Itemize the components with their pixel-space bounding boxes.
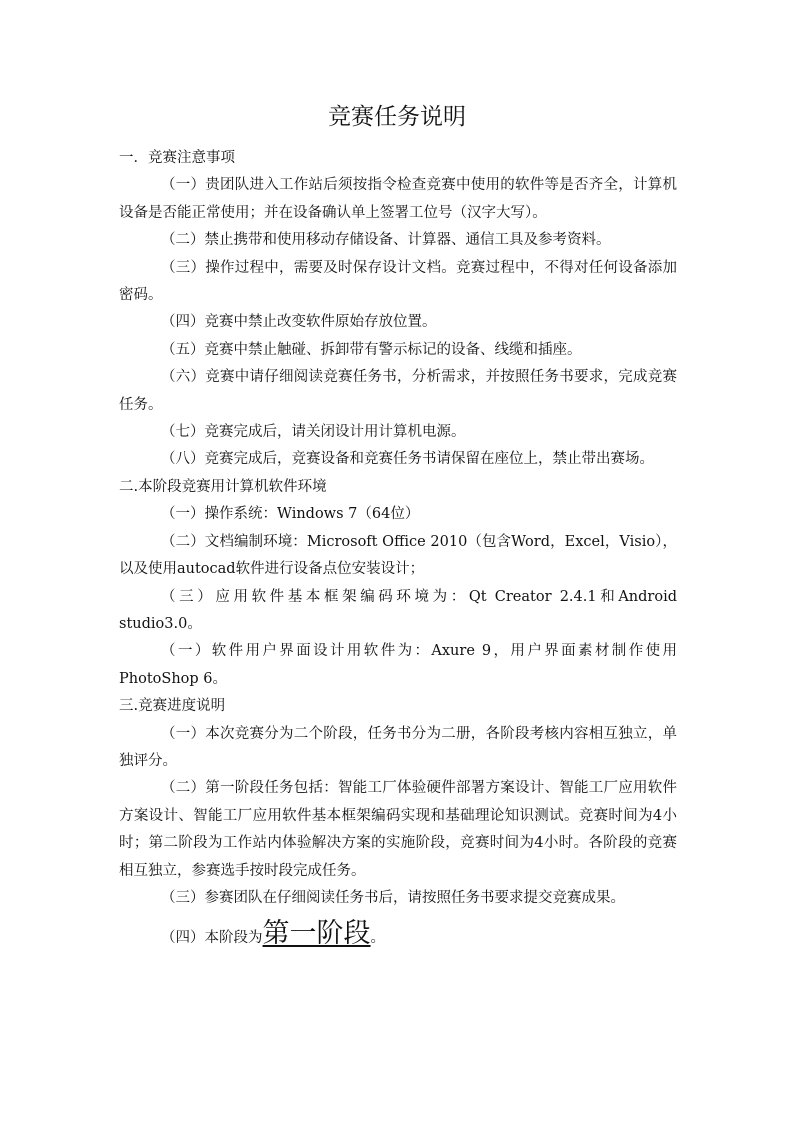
section-heading: 二.本阶段竞赛用计算机软件环境 [119,478,327,495]
paragraph: （一）软件用户界面设计用软件为：Axure 9，用户界面素材制作使用PhotoShop 6。 [119,643,677,687]
paragraph: （一）操作系统：Windows 7（64位） [161,506,420,523]
paragraph: （六）竞赛中请仔细阅读竞赛任务书，分析需求，并按照任务书要求，完成竞赛任务。 [119,369,677,413]
document-title: 竞赛任务说明 [328,104,466,130]
section-schedule [119,693,677,958]
final-prefix: （四）本阶段为 [161,930,263,947]
paragraph: （二）文档编制环境：Microsoft Office 2010（包含Word，Excel，Visio），以及使用autocad软件进行设备点位安装设计； [119,533,677,578]
section-notes [119,145,677,474]
section-heading: 三.竞赛进度说明 [119,698,226,715]
document-body [119,145,677,958]
stage-label: 第一阶段 [262,918,371,950]
paragraph: （三）应用软件基本框架编码环境为：Qt Creator 2.4.1和Android studio3.0。 [119,588,677,632]
paragraph: （三）参赛团队在仔细阅读任务书后，请按照任务书要求提交竞赛成果。 [161,889,626,906]
paragraph: （八）竞赛完成后，竞赛设备和竞赛任务书请保留在座位上，禁止带出赛场。 [161,451,655,468]
paragraph: （七）竞赛完成后，请关闭设计用计算机电源。 [161,424,466,441]
paragraph: （一）本次竞赛分为二个阶段，任务书分为二册，各阶段考核内容相互独立，单独评分。 [119,725,677,769]
paragraph: （四）竞赛中禁止改变软件原始存放位置。 [161,314,437,331]
paragraph: （三）操作过程中，需要及时保存设计文档。竞赛过程中，不得对任何设备添加密码。 [119,259,677,304]
paragraph: （二）禁止携带和使用移动存储设备、计算器、通信工具及参考资料。 [161,232,611,249]
paragraph: （一）贵团队进入工作站后须按指令检查竞赛中使用的软件等是否齐全，计算机设备是否能正常使用；并在设备确认单上签署工位号（汉字大写）。 [119,177,677,221]
paragraph: （五）竞赛中禁止触碰、拆卸带有警示标记的设备、线缆和插座。 [161,341,582,358]
paragraph: （二）第一阶段任务包括：智能工厂体验硬件部署方案设计、智能工厂应用软件方案设计、智能工厂应用软件基本框架编码实现和基础理论知识测试。竞赛时间为4小时；第二阶段为工作站内体验解决方案的实施阶段，竞赛时间为4小时。各阶段的竞赛相互独立，参赛选手按时段完成任务。 [119,780,677,879]
section-software-environment [119,474,677,693]
section-heading: 一．竞赛注意事项 [119,150,235,166]
final-paragraph [119,914,677,958]
final-suffix: 。 [370,930,386,947]
